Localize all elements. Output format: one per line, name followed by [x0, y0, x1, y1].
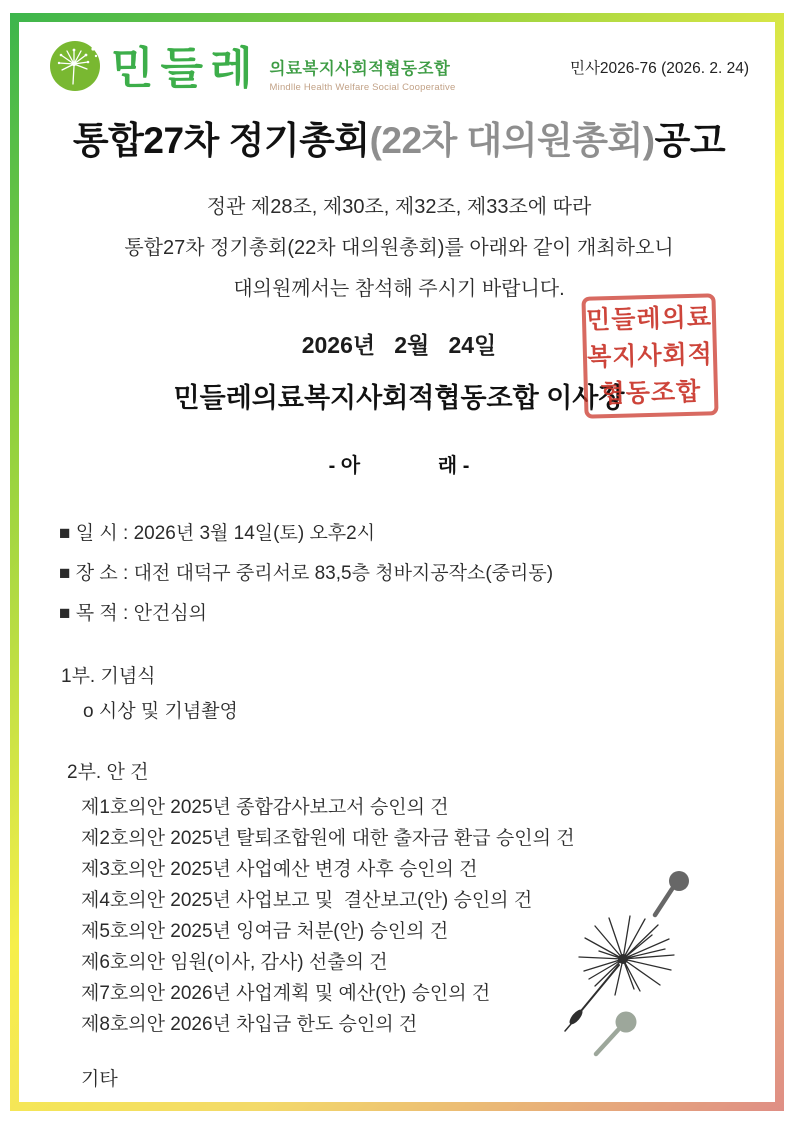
detail-place: ■ 장 소 : 대전 대덕구 중리서로 83,5층 청바지공작소(중리동): [59, 563, 554, 585]
notice-page: [19, 22, 775, 1102]
dark-seed-pin: [655, 871, 689, 915]
logo-name: 민들레: [111, 43, 260, 93]
part2-heading: 2부. 안 건: [67, 762, 149, 784]
intro-line: 대의원께서는 참석해 주시기 바랍니다.: [233, 278, 565, 301]
dandelion-logo-icon: [49, 40, 101, 97]
title-sub: (22차 대의원총회): [369, 120, 655, 161]
official-seal-stamp: [581, 293, 718, 418]
light-seed-pin: [596, 1012, 637, 1055]
stamp-line: 협동조합: [600, 378, 702, 408]
part1-item: o 시상 및 기념촬영: [83, 701, 238, 723]
intro-line: 정관 제28조, 제30조, 제32조, 제33조에 따라: [206, 196, 592, 219]
detail-datetime: ■ 일 시 : 2026년 3월 14일(토) 오후2시: [59, 523, 376, 545]
issuer-line: 민들레의료복지사회적협동조합 이사장: [173, 383, 625, 414]
header: [49, 40, 749, 97]
org-logo: [49, 40, 456, 97]
issued-date: 2026년 2월 24일: [301, 332, 497, 359]
logo-org-english: Mindlle Health Welfare Social Cooperative: [269, 81, 456, 93]
stamp-line: 민들레의료: [585, 303, 713, 335]
part1-heading: 1부. 기념식: [61, 666, 156, 688]
agenda-item: 제8호의안 2026년 차입금 한도 승인의 건: [81, 1014, 418, 1036]
agenda-item: 제7호의안 2026년 사업계획 및 예산(안) 승인의 건: [81, 983, 491, 1005]
intro-line: 통합27차 정기총회(22차 대의원총회)를 아래와 같이 개최하오니: [124, 237, 674, 260]
document-ref-number: 민사2026-76 (2026. 2. 24): [569, 60, 749, 77]
intro-paragraph: [49, 187, 749, 310]
notice-title: [49, 119, 749, 163]
etc-label: 기타: [81, 1069, 118, 1091]
meeting-details: [59, 514, 749, 634]
agenda-item: 제4호의안 2025년 사업보고 및 결산보고(안) 승인의 건: [81, 890, 533, 912]
logo-subtitle: [270, 45, 456, 93]
title-tail: 공고: [654, 120, 726, 161]
dandelion-seeds-illustration: [541, 859, 761, 1074]
agenda-item: 제5호의안 2025년 잉여금 처분(안) 승인의 건: [81, 921, 449, 943]
below-divider: - 아 래 -: [328, 455, 470, 478]
title-main: 통합27차 정기총회: [72, 120, 370, 161]
agenda-item: 제3호의안 2025년 사업예산 변경 사후 승인의 건: [81, 859, 478, 881]
agenda-item: 제1호의안 2025년 종합감사보고서 승인의 건: [81, 797, 449, 819]
agenda-item: 제6호의안 임원(이사, 감사) 선출의 건: [81, 952, 388, 974]
detail-purpose: ■ 목 적 : 안건심의: [59, 603, 207, 625]
agenda-item: 제2호의안 2025년 탈퇴조합원에 대한 출자금 환급 승인의 건: [81, 828, 575, 850]
gradient-frame: [10, 13, 784, 1111]
stamp-line: 복지사회적: [586, 340, 714, 372]
feathery-seed: [565, 916, 674, 1031]
section-part1: [61, 660, 749, 730]
logo-org-korean: 의료복지사회적협동조합: [269, 59, 451, 78]
